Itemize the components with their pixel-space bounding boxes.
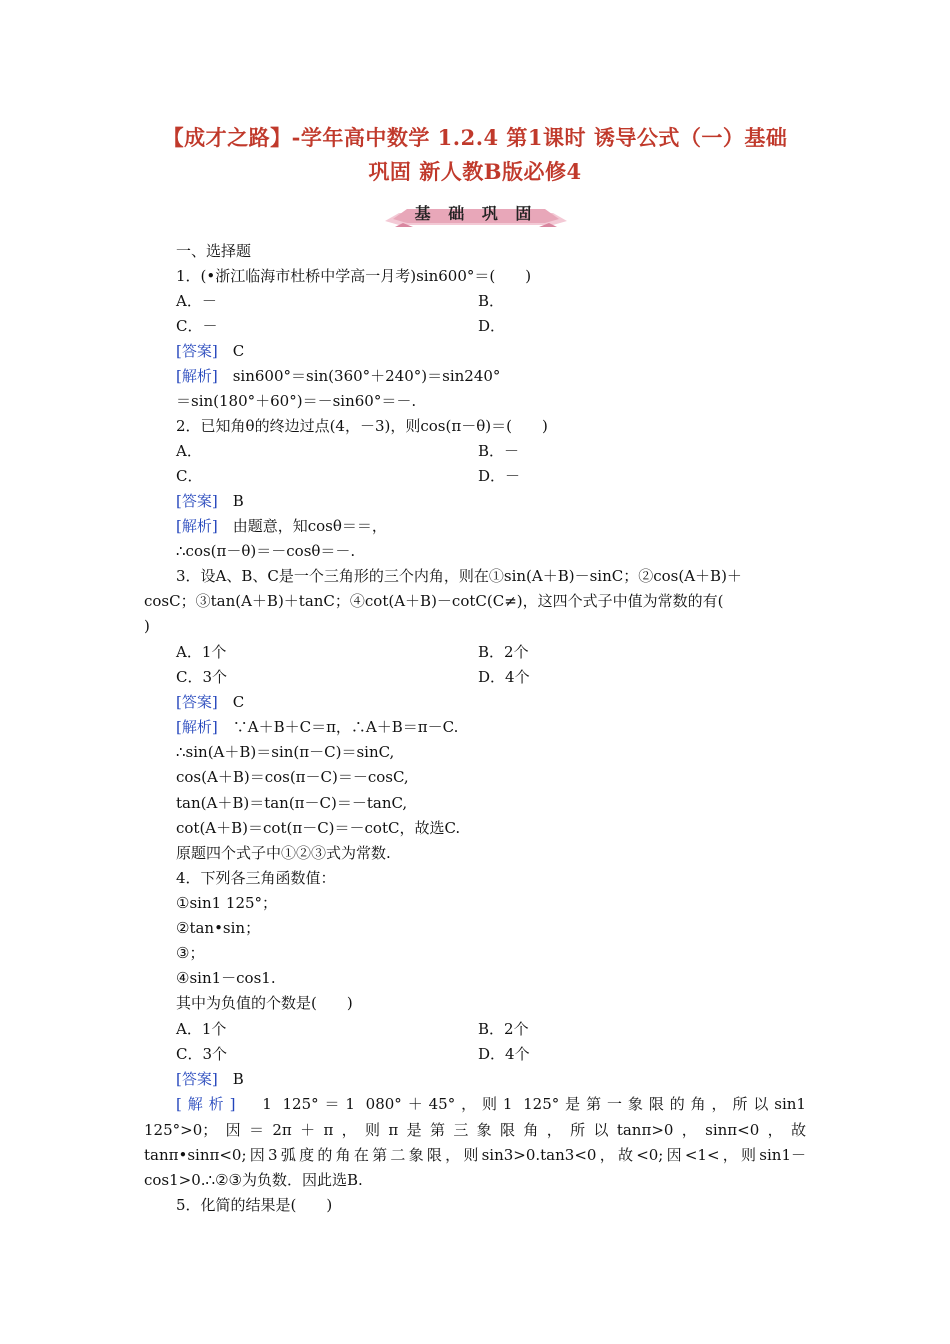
analysis-tag: [解析]	[176, 718, 218, 736]
q2-analysis-cont: ∴cos(π－θ)＝－cosθ＝－.	[176, 542, 356, 560]
q1-option-c: C．－	[176, 317, 218, 335]
q3-option-d: D．4个	[478, 668, 530, 686]
analysis-text: 1 125°＝1 080°＋45°，则1 125°是第一象限的角，所以sin1	[262, 1095, 806, 1113]
q2-option-c: C．	[176, 467, 203, 485]
analysis-tag: [解析]	[176, 367, 218, 385]
analysis-text: ∵A＋B＋C＝π，∴A＋B＝π－C.	[232, 718, 459, 736]
answer-tag: [答案]	[176, 492, 218, 510]
q4-item-4: ④sin1－cos1.	[176, 969, 276, 987]
document-title-line-1: 【成才之路】-学年高中数学 1.2.4 第1课时 诱导公式（一）基础	[162, 125, 788, 150]
q4-analysis-line-4: cos1>0.∴②③为负数．因此选B.	[144, 1171, 363, 1189]
answer-value: B	[232, 492, 244, 510]
section-heading: 一、选择题	[176, 242, 252, 260]
q3-option-c: C．3个	[176, 668, 228, 686]
q3-option-b: B．2个	[478, 643, 529, 661]
q4-option-c: C．3个	[176, 1045, 228, 1063]
q2-option-b: B．－	[478, 442, 520, 460]
q3-analysis-line-3: cos(A＋B)＝cos(π－C)＝－cosC,	[176, 768, 409, 786]
q3-analysis-line-4: tan(A＋B)＝tan(π－C)＝－tanC,	[176, 794, 408, 812]
section-banner-title: 基 础 巩 固	[414, 204, 538, 223]
answer-value: C	[232, 342, 245, 360]
q4-item-1: ①sin1 125°；	[176, 894, 278, 912]
answer-value: B	[232, 1070, 244, 1088]
q1-answer	[176, 341, 244, 361]
q2-option-d: D．－	[478, 467, 521, 485]
q3-analysis-line-6: 原题四个式子中①②③式为常数.	[176, 844, 391, 862]
analysis-text: 由题意，知cosθ＝＝，	[232, 517, 387, 535]
question-1: 1．(•浙江临海市杜桥中学高一月考)sin600°＝( )	[176, 267, 532, 285]
question-3-cont: cosC；③tan(A＋B)＋tanC；④cot(A＋B)－cotC(C≠)，这四个式子中值为常数的有(	[144, 592, 724, 610]
analysis-tag: [解析]	[176, 1095, 236, 1113]
q2-analysis	[176, 516, 387, 536]
q1-analysis-cont: ＝sin(180°＋60°)＝－sin60°＝－.	[176, 392, 417, 410]
q3-option-a: A．1个	[176, 643, 227, 661]
q4-option-b: B．2个	[478, 1020, 529, 1038]
q3-analysis	[176, 717, 458, 737]
q2-answer	[176, 491, 244, 511]
analysis-tag: [解析]	[176, 517, 218, 535]
q3-analysis-line-2: ∴sin(A＋B)＝sin(π－C)＝sinC,	[176, 743, 395, 761]
q4-option-d: D．4个	[478, 1045, 530, 1063]
answer-tag: [答案]	[176, 1070, 218, 1088]
q4-analysis	[176, 1094, 806, 1114]
q1-analysis	[176, 366, 500, 386]
document-title-line-2: 巩固 新人教B版必修4	[368, 159, 582, 184]
q2-option-a: A．	[176, 442, 202, 460]
answer-tag: [答案]	[176, 342, 218, 360]
q1-option-d: D．	[478, 317, 506, 335]
q1-option-b: B．	[478, 292, 505, 310]
q3-answer	[176, 692, 244, 712]
q4-analysis-line-2: 125°>0；因＝2π＋π，则π是第三象限角，所以tanπ>0，sinπ<0，故	[144, 1121, 806, 1139]
q4-analysis-line-3: tanπ•sinπ<0;因3弧度的角在第二象限，则sin3>0.tan3<0，故<0;因<1<，则sin1－	[144, 1146, 806, 1164]
q4-item-2: ②tan•sin；	[176, 919, 261, 937]
answer-tag: [答案]	[176, 693, 218, 711]
q4-prompt: 其中为负值的个数是( )	[176, 994, 353, 1012]
question-3: 3．设A、B、C是一个三角形的三个内角，则在①sin(A＋B)－sinC；②cos(A＋B)＋	[176, 567, 742, 585]
q4-option-a: A．1个	[176, 1020, 227, 1038]
q1-option-a: A．－	[176, 292, 217, 310]
q4-item-3: ③；	[176, 944, 205, 962]
question-4: 4．下列各三角函数值：	[176, 869, 336, 887]
question-2: 2．已知角θ的终边过点(4，－3)，则cos(π－θ)＝( )	[176, 417, 548, 435]
q3-analysis-line-5: cot(A＋B)＝cot(π－C)＝－cotC，故选C.	[176, 819, 461, 837]
analysis-text: sin600°＝sin(360°＋240°)＝sin240°	[232, 367, 501, 385]
question-3-cont-2: )	[144, 617, 150, 635]
answer-value: C	[232, 693, 245, 711]
question-5: 5．化简的结果是( )	[176, 1196, 333, 1214]
q4-answer	[176, 1069, 244, 1089]
